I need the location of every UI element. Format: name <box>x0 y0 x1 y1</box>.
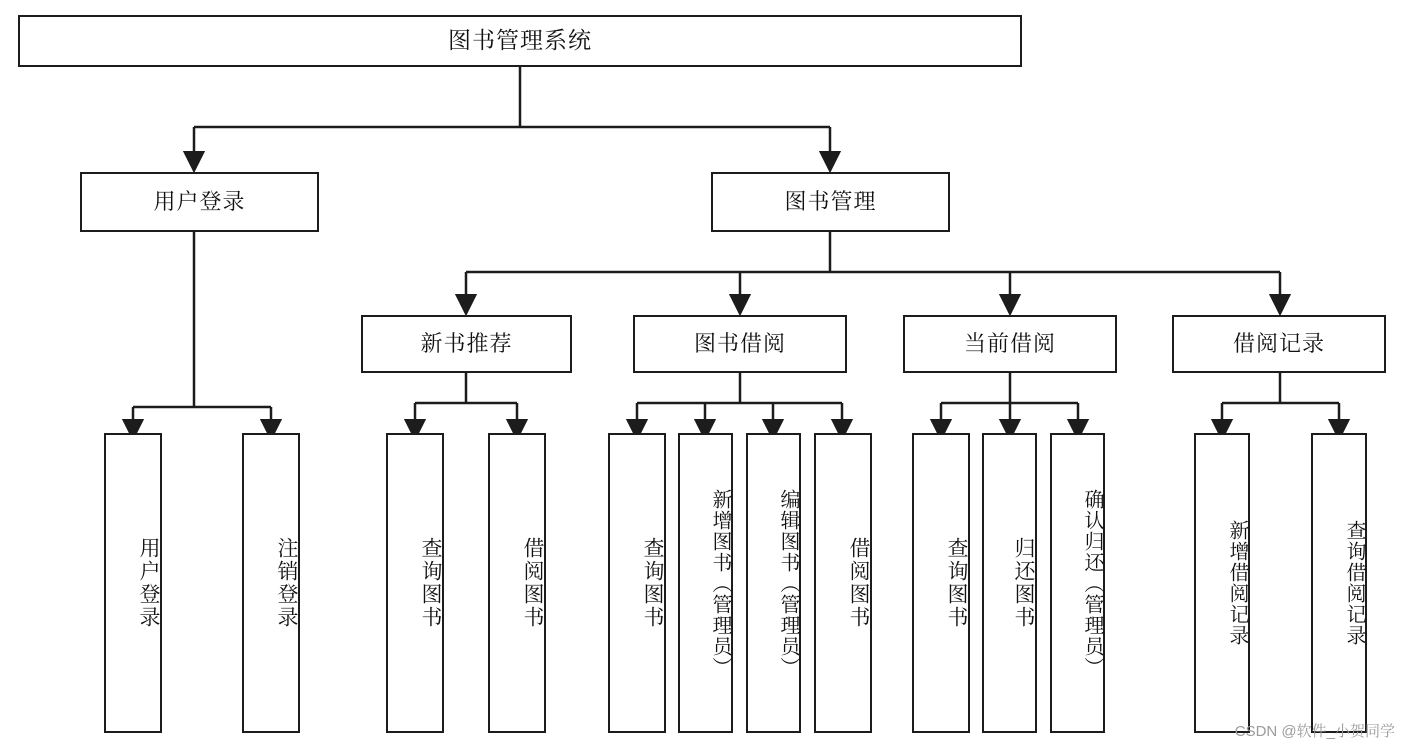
leaf-borrow-book-recommend: 借阅图书 <box>488 433 546 733</box>
leaf-add-borrow-record: 新增借阅记录 <box>1194 433 1250 733</box>
leaf-query-borrow-record: 查询借阅记录 <box>1311 433 1367 733</box>
node-current-borrow: 当前借阅 <box>903 315 1117 373</box>
leaf-borrow-book: 借阅图书 <box>814 433 872 733</box>
watermark-text: CSDN @软件_小贺同学 <box>1234 723 1395 740</box>
leaf-edit-book: 编辑图书（管理员） <box>746 433 801 733</box>
leaf-logout: 注销登录 <box>242 433 300 733</box>
node-new-book-recommend: 新书推荐 <box>361 315 572 373</box>
leaf-user-login: 用户登录 <box>104 433 162 733</box>
node-borrow-record: 借阅记录 <box>1172 315 1386 373</box>
leaf-query-book-current: 查询图书 <box>912 433 970 733</box>
leaf-confirm-return: 确认归还（管理员） <box>1050 433 1105 733</box>
leaf-add-book: 新增图书（管理员） <box>678 433 733 733</box>
node-book-borrow: 图书借阅 <box>633 315 847 373</box>
node-root: 图书管理系统 <box>18 15 1022 67</box>
node-user-login: 用户登录 <box>80 172 319 232</box>
leaf-query-book-borrow: 查询图书 <box>608 433 666 733</box>
leaf-return-book: 归还图书 <box>982 433 1037 733</box>
node-book-management: 图书管理 <box>711 172 950 232</box>
leaf-query-book-recommend: 查询图书 <box>386 433 444 733</box>
